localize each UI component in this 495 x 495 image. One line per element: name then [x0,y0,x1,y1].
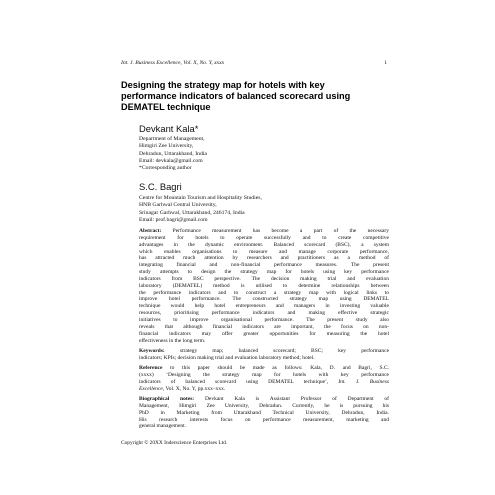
author-2-name: S.C. Bagri [139,181,182,192]
page-number: 1 [384,60,387,66]
abstract-line: indicators from BSC perspective. The decision making trial and evaluation [139,275,389,282]
bio-line: His research interests focus on performance measurement, marketing and [139,416,389,423]
reference-line: (xxxx) ‘Designing the strategy map for hotels with key performance [139,371,389,378]
reference-journal: Excellence [139,385,163,392]
abstract-line: laboratory (DEMATEL) method is utilised to determine relationships between [139,282,389,289]
keywords-line: indicators; KPIs; decision making trial and evaluation laboratory method; hotel. [139,354,315,361]
affiliation-line: Dehradun, Uttarakhand, India [139,150,207,157]
bio-line: PhD in Marketing from Uttarakhand Technical University, Dehradun, India. [139,409,389,416]
bio-line: Devkant Kala is Assistant Professor of Department of [204,396,390,402]
abstract-line: resources, prioritising performance indicators and making effective strategic [139,310,389,317]
reference-line: indicators of balanced scorecard using DEMATEL technique’, [139,378,329,385]
abstract-line: effectiveness in the long term. [139,337,206,344]
abstract-line: Performance measurement has become a part of the necessary [172,228,389,234]
author-email: Email: devkala@gmail.com [139,157,203,164]
title-line: DEMATEL technique [121,102,211,113]
paper-title [121,80,389,114]
keywords-line: strategy map; balanced scorecard; BSC; key performance [179,348,390,354]
author-1-affiliation [139,136,389,172]
affiliation-line: Centre for Mountain Tourism and Hospitality Studies, [139,195,262,201]
author-1-name: Devkant Kala* [139,123,199,134]
author-2-affiliation [139,195,389,224]
abstract-line: study attempts to design the strategy map for hotels using key performance [139,269,389,276]
abstract-line: advantages in the dynamic environment. Balanced scorecard (BSC), a system [139,241,389,248]
abstract-line: initiatives to improve organisational performance. The present study also [139,316,389,323]
reference-tail: , Vol. X, No. Y, pp.xxx–xxx. [162,385,226,392]
bio-label: Biographical notes: [139,396,195,402]
keywords-label: Keywords: [139,348,165,354]
abstract-line: has attracted much attention by researchers and practitioners as a method of [139,255,389,262]
abstract-label: Abstract: [139,228,162,234]
abstract-line: requirement for hotels to operate successfully and to create competitive [139,234,389,241]
journal-citation: Int. J. Business Excellence, Vol. X, No. Y, xxxx [121,60,225,66]
abstract-line: the performance indicators and to construct a strategy map with logical links to [139,289,389,296]
bio-line: Management, Himgiri Zee University, Dehradun. Currently, he is pursuing his [139,402,389,409]
abstract [139,228,389,344]
abstract-line: integrating financial and non-financial performance measures. The present [139,262,389,269]
author-email: Email: prof.bagri@gmail.com [139,216,208,223]
abstract-line: technique would help hotel entrepreneurs and managers in investing valuable [139,303,389,310]
reference-note [139,365,389,392]
abstract-line: which enables organisations to measure and manage corporate performance, [139,248,389,255]
biographical-notes [139,396,389,430]
reference-line: to this paper should be made as follows: Kala, D. and Bagri, S.C. [170,365,390,371]
reference-label: Reference [139,365,163,371]
reference-journal: Int. J. Business [338,378,389,385]
bio-line: general management. [139,423,187,430]
title-line: Designing the strategy map for hotels with key [121,80,325,90]
abstract-line: improve hotel performance. The constructed strategy map using DEMATEL [139,296,389,303]
running-header [121,60,387,70]
abstract-line: reveals that although financial indicators are important, the focus on non- [139,323,389,330]
affiliation-line: Department of Management, [139,136,205,142]
corresponding-author-note: *Corresponding author [139,165,192,172]
affiliation-line: HNB Garhwal Central University, [139,202,217,209]
affiliation-line: Himgiri Zee University, [139,143,194,150]
affiliation-line: Srinagar Garhwal, Uttarakhand, 246174, India [139,209,245,216]
keywords [139,348,389,362]
abstract-line: financial indicators may offer greater opportunities for measuring the hotel [139,330,389,337]
copyright-footer: Copyright © 20XX Inderscience Enterprises Ltd. [121,440,228,446]
title-line: performance indicators of balanced scorecard using [121,91,351,102]
